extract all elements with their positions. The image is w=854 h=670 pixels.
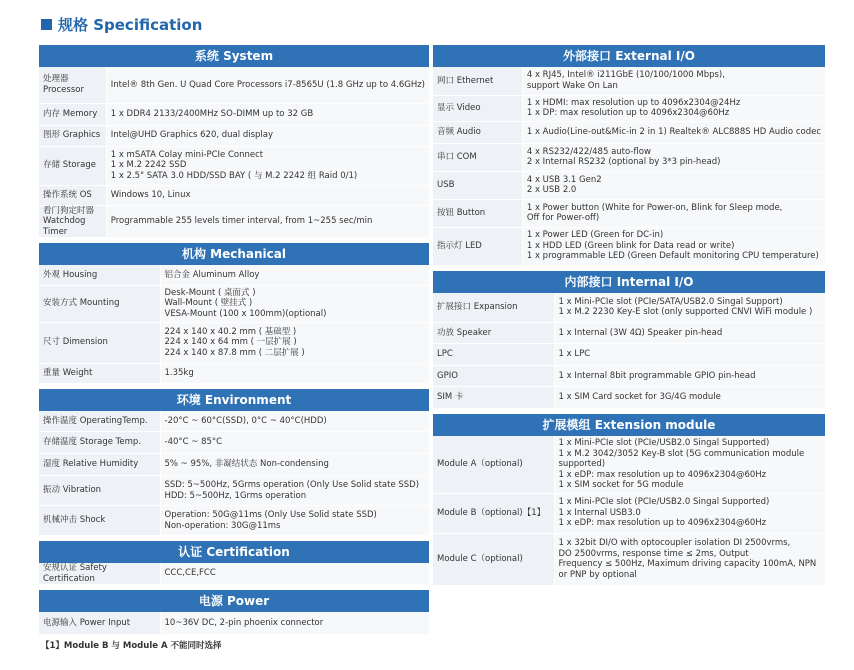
table-row: [433, 293, 825, 323]
spec-key: 外观 Housing: [39, 265, 160, 285]
spec-value-line: 224 x 140 x 40.2 mm ( 基础型 ): [164, 326, 297, 337]
spec-value: [160, 322, 429, 363]
spec-table: [433, 436, 825, 586]
spec-value-line: 1 x Mini-PCIe slot (PCIe/USB2.0 Singal Supported): [558, 497, 770, 508]
spec-section: [433, 45, 825, 266]
table-row: [433, 95, 825, 121]
spec-key: 串口 COM: [433, 143, 522, 171]
spec-value-line: 铝合金 Aluminum Alloy: [164, 269, 260, 280]
section-header: 系统 System: [39, 45, 429, 67]
spec-section: [39, 389, 429, 537]
footnote: 【1】Module B 与 Module A 不能同时选择: [41, 641, 222, 651]
spec-value-line: Operation: 50G@11ms (Only Use Solid state SSD): [164, 510, 377, 520]
spec-value: [522, 199, 825, 227]
spec-value-line: 1 x 32bit DI/O with optocoupler isolation DI 2500vrms,: [558, 538, 791, 548]
spec-key: GPIO: [433, 366, 554, 387]
spec-value-line: 1 x mSATA Colay mini-PCIe Connect: [110, 149, 264, 160]
table-row: [433, 67, 825, 95]
spec-value: [522, 171, 825, 199]
spec-value-line: Programmable 255 levels timer interval, from 1~255 sec/min: [110, 216, 373, 226]
spec-value-line: 1 x M.2 3042/3052 Key-B slot (5G communication module: [558, 448, 805, 459]
table-row: [39, 67, 429, 103]
spec-section: [433, 271, 825, 410]
table-row: [39, 322, 429, 363]
spec-value: [106, 125, 429, 146]
spec-value-line: 2 x USB 2.0: [526, 185, 577, 195]
spec-value: [554, 493, 825, 533]
spec-key: 重量 Weight: [39, 363, 160, 383]
spec-key: 安装方式 Mounting: [39, 285, 160, 322]
spec-key: 存储 Storage: [39, 146, 106, 185]
spec-value-line: 1 x Audio(Line-out&Mic-in 2 in 1) Realtek® ALC888S HD Audio codec: [526, 126, 821, 137]
spec-table: [39, 612, 429, 635]
spec-value: [554, 436, 825, 493]
spec-value-line: 224 x 140 x 64 mm ( 一层扩展 ): [164, 337, 297, 348]
spec-value-line: Windows 10, Linux: [110, 189, 191, 200]
section-header: 机构 Mechanical: [39, 243, 429, 265]
spec-value: [522, 143, 825, 171]
spec-key: 功放 Speaker: [433, 323, 554, 344]
spec-key: SIM 卡: [433, 387, 554, 409]
spec-key: 内存 Memory: [39, 103, 106, 125]
table-row: [39, 476, 429, 506]
spec-value-line: 1 x HDMI: max resolution up to 4096x2304@24Hz: [526, 97, 741, 108]
table-row: [433, 436, 825, 493]
spec-key: 显示 Video: [433, 95, 522, 121]
spec-key: 网口 Ethernet: [433, 67, 522, 95]
spec-key: 振动 Vibration: [39, 476, 160, 506]
spec-table: [39, 265, 429, 384]
spec-value-line: -40°C ~ 85°C: [164, 437, 223, 448]
table-row: [39, 125, 429, 146]
spec-key: 操作系统 OS: [39, 185, 106, 205]
spec-value-line: 1 x Power LED (Green for DC-in): [526, 230, 664, 241]
spec-table: [433, 67, 825, 266]
page-title-text: 规格 Specification: [58, 16, 203, 34]
spec-value-line: 10~36V DC, 2-pin phoenix connector: [164, 617, 324, 628]
spec-value-line: 4 x RS232/422/485 auto-flow: [526, 146, 651, 157]
spec-value: [554, 533, 825, 585]
spec-value: [160, 363, 429, 383]
spec-value: [522, 121, 825, 143]
spec-value: [554, 323, 825, 344]
spec-value-line: 1 x DDR4 2133/2400MHz SO-DIMM up to 32 GB: [110, 108, 314, 119]
spec-value-line: 1 x M.2 2242 SSD: [110, 160, 187, 171]
spec-table: [39, 411, 429, 537]
spec-value-line: Desk-Mount ( 桌面式 ): [164, 287, 256, 298]
table-row: [39, 285, 429, 322]
spec-key: USB: [433, 171, 522, 199]
spec-value-line: Non-operation: 30G@11ms: [164, 520, 281, 531]
section-header: 认证 Certification: [39, 541, 429, 563]
spec-key: 安规认证 Safety Certification: [39, 563, 160, 585]
spec-value: [160, 285, 429, 322]
spec-value-line: 224 x 140 x 87.8 mm ( 二层扩展 ): [164, 347, 305, 358]
table-row: [39, 432, 429, 454]
spec-key: 机械冲击 Shock: [39, 506, 160, 536]
spec-key: 处理器 Processor: [39, 67, 106, 103]
table-row: [39, 205, 429, 238]
spec-section: [39, 45, 429, 238]
section-header: 外部接口 External I/O: [433, 45, 825, 67]
table-row: [433, 199, 825, 227]
table-row: [433, 143, 825, 171]
table-row: [433, 387, 825, 409]
spec-table: [433, 293, 825, 410]
spec-value-line: 4 x USB 3.1 Gen2: [526, 174, 602, 185]
spec-value-line: 1 x SIM socket for 5G module: [558, 480, 684, 490]
spec-key: Module A（optional): [433, 436, 554, 493]
spec-value-line: supported): [558, 459, 606, 469]
table-row: [39, 411, 429, 432]
spec-value-line: 1 x Internal 8bit programmable GPIO pin-head: [558, 370, 756, 381]
spec-key: 图形 Graphics: [39, 125, 106, 146]
spec-value-line: SSD: 5~500Hz, 5Grms operation (Only Use Solid state SSD): [164, 480, 420, 490]
spec-section: [39, 541, 429, 585]
spec-value: [160, 411, 429, 432]
table-row: [433, 121, 825, 143]
table-row: [39, 454, 429, 476]
table-row: [433, 533, 825, 585]
spec-value: [160, 476, 429, 506]
table-row: [433, 366, 825, 387]
spec-value-line: 1.35kg: [164, 367, 194, 378]
table-row: [39, 265, 429, 285]
right-column: [433, 45, 825, 586]
section-header: 电源 Power: [39, 590, 429, 612]
spec-value-line: 5% ~ 95%, 非凝结状态 Non-condensing: [164, 459, 329, 470]
spec-value-line: 1 x programmable LED (Green Default monitoring CPU temperature): [526, 251, 819, 262]
section-header: 环境 Environment: [39, 389, 429, 411]
spec-value-line: 1 x Power button (White for Power-on, Blink for Sleep mode,: [526, 202, 783, 213]
spec-value-line: Off for Power-off): [526, 213, 600, 223]
spec-section: [433, 414, 825, 586]
spec-value: [106, 185, 429, 205]
table-row: [39, 506, 429, 536]
spec-value-line: 1 x M.2 2230 Key-E slot (only supported CNVI WiFi module ): [558, 307, 813, 318]
spec-value-line: HDD: 5~500Hz, 1Grms operation: [164, 490, 307, 501]
spec-value-line: 1 x HDD LED (Green blink for Data read or write): [526, 240, 735, 251]
table-row: [433, 171, 825, 199]
page-title: [41, 14, 202, 35]
spec-key: 指示灯 LED: [433, 227, 522, 265]
spec-table: [39, 67, 429, 238]
spec-value: [160, 265, 429, 285]
table-row: [433, 493, 825, 533]
spec-value-line: CCC,CE,FCC: [164, 568, 216, 579]
spec-value-line: 1 x Internal (3W 4Ω) Speaker pin-head: [558, 327, 723, 338]
spec-value-line: 1 x LPC: [558, 349, 591, 360]
spec-value: [160, 506, 429, 536]
spec-value-line: 1 x DP: max resolution up to 4096x2304@60Hz: [526, 108, 730, 118]
table-row: [39, 103, 429, 125]
spec-value: [554, 387, 825, 409]
spec-value: [106, 67, 429, 103]
spec-key: LPC: [433, 344, 554, 366]
table-row: [433, 344, 825, 366]
spec-value-line: 1 x eDP: max resolution up to 4096x2304@60Hz: [558, 518, 767, 529]
spec-value-line: 1 x 2.5" SATA 3.0 HDD/SSD BAY ( 与 M.2 2242 组 Raid 0/1): [110, 170, 358, 181]
spec-section: [39, 243, 429, 384]
spec-value-line: 1 x Internal USB3.0: [558, 507, 641, 518]
spec-value: [554, 344, 825, 366]
spec-value-line: or PNP by optional: [558, 569, 637, 580]
table-row: [39, 185, 429, 205]
spec-key: Module C（optional): [433, 533, 554, 585]
spec-value-line: VESA-Mount (100 x 100mm)(optional): [164, 308, 327, 319]
spec-value: [522, 67, 825, 95]
table-row: [39, 363, 429, 383]
spec-value: [106, 103, 429, 125]
left-column: [39, 45, 429, 635]
section-header: 内部接口 Internal I/O: [433, 271, 825, 293]
spec-value-line: Intel® 8th Gen. U Quad Core Processors i7-8565U (1.8 GHz up to 4.6GHz): [110, 79, 425, 90]
table-row: [39, 563, 429, 585]
section-header: 扩展模组 Extension module: [433, 414, 825, 436]
spec-value: [160, 563, 429, 585]
spec-value: [522, 95, 825, 121]
table-row: [39, 146, 429, 185]
table-row: [433, 323, 825, 344]
spec-key: Module B（optional)【1】: [433, 493, 554, 533]
spec-key: 看门狗定时器 Watchdog Timer: [39, 205, 106, 238]
spec-value-line: 1 x eDP: max resolution up to 4096x2304@60Hz: [558, 469, 767, 480]
spec-key: 尺寸 Dimension: [39, 322, 160, 363]
spec-value: [554, 366, 825, 387]
spec-value: [554, 293, 825, 323]
spec-value: [160, 454, 429, 476]
spec-section: [39, 590, 429, 635]
spec-table: [39, 563, 429, 585]
spec-key: 按钮 Button: [433, 199, 522, 227]
spec-value-line: Intel@UHD Graphics 620, dual display: [110, 130, 273, 141]
table-row: [39, 612, 429, 634]
spec-value-line: -20°C ~ 60°C(SSD), 0°C ~ 40°C(HDD): [164, 415, 327, 426]
spec-value-line: 1 x Mini-PCIe slot (PCIe/USB2.0 Singal Supported): [558, 438, 770, 448]
title-square-icon: [41, 19, 52, 30]
spec-value-line: 4 x RJ45, Intel® i211GbE (10/100/1000 Mbps),: [526, 70, 725, 81]
spec-key: 扩展接口 Expansion: [433, 293, 554, 323]
table-row: [433, 227, 825, 265]
spec-value-line: 1 x Mini-PCIe slot (PCIe/SATA/USB2.0 Singal Support): [558, 296, 783, 307]
spec-value: [160, 612, 429, 634]
spec-key: 操作温度 OperatingTemp.: [39, 411, 160, 432]
spec-key: 存储温度 Storage Temp.: [39, 432, 160, 454]
spec-value: [160, 432, 429, 454]
spec-value: [522, 227, 825, 265]
spec-value-line: Frequency ≤ 500Hz, Maximum driving capacity 100mA, NPN: [558, 559, 817, 569]
spec-value: [106, 205, 429, 238]
spec-value-line: 2 x Internal RS232 (optional by 3*3 pin-head): [526, 157, 721, 167]
spec-key: 音频 Audio: [433, 121, 522, 143]
spec-key: 湿度 Relative Humidity: [39, 454, 160, 476]
spec-value: [106, 146, 429, 185]
spec-key: 电源输入 Power Input: [39, 612, 160, 634]
spec-value-line: 1 x SIM Card socket for 3G/4G module: [558, 392, 721, 403]
spec-value-line: support Wake On Lan: [526, 80, 618, 91]
spec-value-line: Wall-Mount ( 壁挂式 ): [164, 298, 253, 309]
spec-value-line: DO 2500vrms, response time ≤ 2ms, Output: [558, 548, 749, 559]
